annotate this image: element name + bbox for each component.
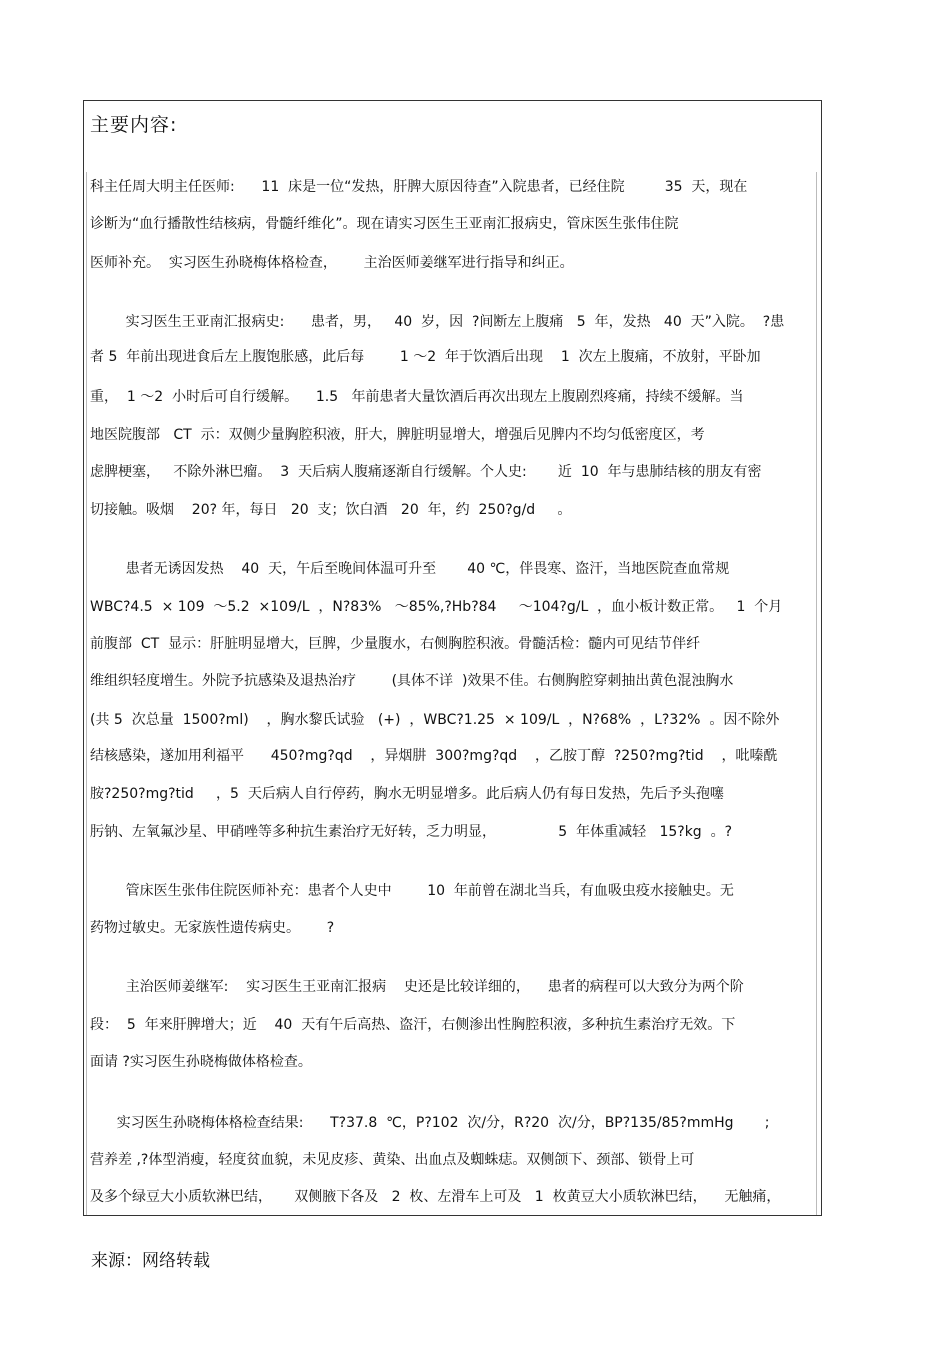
text-line-fever-history: 结核感染，遂加用利福平 450?mg?qd ，异烟肼 300?mg?qd ，乙胺丁醇 ?250?mg?tid ，吡嗪酰 bbox=[90, 748, 778, 764]
text-line-history-report: 虑脾梗塞， 不除外淋巴瘤。 3 天后病人腹痛逐渐自行缓解。个人史: 近 10 年与患肺结核的朋友有密 bbox=[90, 464, 762, 480]
text-line-attending-comment: 段： 5 年来肝脾增大；近 40 天有午后高热、盗汗，右侧渗出性胸腔积液，多种抗生素治疗无效。下 bbox=[90, 1017, 736, 1033]
text-line-history-report: 实习医生王亚南汇报病史: 患者，男， 40 岁，因 ?间断左上腹痛 5 年，发热 40 天”入院。 ?患 bbox=[90, 314, 785, 330]
text-line-exam-result: 营养差 ,?体型消瘦，轻度贫血貌，未见皮疹、黄染、出血点及蜘蛛痣。双侧颌下、颈部、锁骨上可 bbox=[90, 1152, 695, 1168]
source-footer: 来源：网络转载 bbox=[91, 1251, 210, 1271]
text-line-attending-comment: 主治医师姜继军: 实习医生王亚南汇报病 史还是比较详细的， 患者的病程可以大致分为两个阶 bbox=[90, 979, 744, 995]
text-line-exam-result: 实习医生孙晓梅体格检查结果: T?37.8 ℃，P?102 次/分，R?20 次/分，BP?135/85?mmHg ; bbox=[90, 1115, 770, 1131]
text-line-fever-history: (共 5 次总量 1500?ml) ，胸水黎氏试验 (+) ，WBC?1.25 × 109/L ，N?68% ，L?32% 。因不除外 bbox=[90, 712, 780, 728]
text-line-supplement: 管床医生张伟住院医师补充：患者个人史中 10 年前曾在湖北当兵，有血吸虫疫水接触史。无 bbox=[90, 883, 734, 899]
text-line-fever-history: 肟钠、左氧氟沙星、甲硝唑等多种抗生素治疗无好转，乏力明显， 5 年体重减轻 15?kg 。? bbox=[90, 824, 733, 840]
text-line-fever-history: 患者无诱因发热 40 天，午后至晚间体温可升至 40 ℃，伴畏寒、盗汗，当地医院查血常规 bbox=[90, 561, 730, 577]
text-line-fever-history: 胺?250?mg?tid ，5 天后病人自行停药，胸水无明显增多。此后病人仍有每日发热，先后予头孢噻 bbox=[90, 786, 724, 802]
text-line-intro: 诊断为“血行播散性结核病，骨髓纤维化”。现在请实习医生王亚南汇报病史，管床医生张伟住院 bbox=[90, 216, 679, 232]
text-line-history-report: 重， 1 ～2 小时后可自行缓解。 1.5 年前患者大量饮酒后再次出现左上腹剧烈疼痛，持续不缓解。当 bbox=[90, 389, 744, 405]
text-line-attending-comment: 面请 ?实习医生孙晓梅做体格检查。 bbox=[90, 1054, 312, 1070]
text-line-intro: 医师补充。 实习医生孙晓梅体格检查， 主治医师姜继军进行指导和纠正。 bbox=[90, 255, 574, 271]
text-line-fever-history: 维组织轻度增生。外院予抗感染及退热治疗 (具体不详 )效果不佳。右侧胸腔穿刺抽出黄色混浊胸水 bbox=[90, 673, 734, 689]
text-line-fever-history: WBC?4.5 × 109 ～5.2 ×109/L ，N?83% ～85%,?Hb?84 ～104?g/L ，血小板计数正常。 1 个月 bbox=[90, 599, 783, 615]
section-heading: 主要内容: bbox=[90, 114, 178, 136]
text-line-supplement: 药物过敏史。无家族性遗传病史。 ? bbox=[90, 920, 335, 936]
text-line-intro: 科主任周大明主任医师: 11 床是一位“发热，肝脾大原因待查”入院患者，已经住院 35 天，现在 bbox=[90, 179, 748, 195]
text-line-history-report: 切接触。吸烟 20? 年，每日 20 支；饮白酒 20 年，约 250?g/d 。 bbox=[90, 502, 572, 518]
text-line-exam-result: 及多个绿豆大小质软淋巴结， 双侧腋下各及 2 枚、左滑车上可及 1 枚黄豆大小质软淋巴结， 无触痛， bbox=[90, 1189, 781, 1205]
text-line-history-report: 者 5 年前出现进食后左上腹饱胀感，此后每 1 ～2 年于饮酒后出现 1 次左上腹痛，不放射，平卧加 bbox=[90, 349, 761, 365]
text-line-fever-history: 前腹部 CT 显示：肝脏明显增大，巨脾，少量腹水，右侧胸腔积液。骨髓活检：髓内可见结节伴纤 bbox=[90, 636, 701, 652]
text-line-history-report: 地医院腹部 CT 示：双侧少量胸腔积液，肝大，脾脏明显增大，增强后见脾内不均匀低密度区，考 bbox=[90, 427, 705, 443]
